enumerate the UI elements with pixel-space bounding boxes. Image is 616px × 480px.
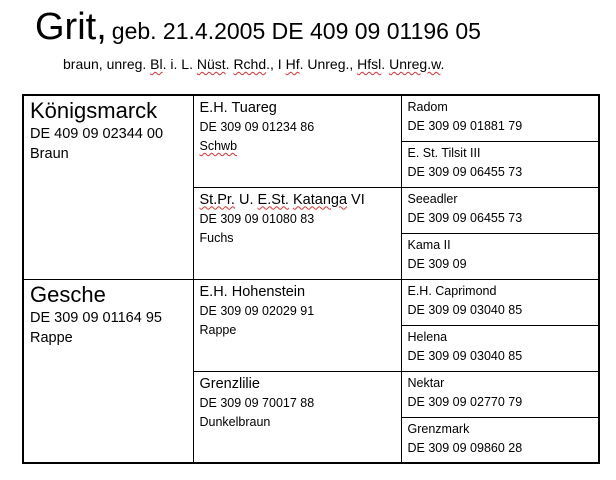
sire-dam-reg: DE 309 09 01080 83 bbox=[199, 211, 315, 226]
description-text: Bl bbox=[150, 56, 163, 72]
sire-color: Braun bbox=[30, 146, 69, 162]
table-row bbox=[23, 95, 599, 141]
gen3-name: Radom bbox=[407, 100, 448, 114]
dam-sire-color: Rappe bbox=[199, 322, 237, 337]
gen3-reg: DE 309 09 03040 85 bbox=[407, 302, 523, 317]
dam-dam-reg: DE 309 09 70017 88 bbox=[199, 395, 315, 410]
gen3-cell bbox=[401, 141, 599, 187]
pedigree-table bbox=[22, 94, 600, 464]
name-part: U. bbox=[234, 191, 258, 208]
table-row bbox=[23, 279, 599, 325]
sire-sire-color: Schwb bbox=[199, 139, 238, 153]
dam-reg: DE 309 09 01164 95 bbox=[30, 309, 162, 326]
dam-sire-reg: DE 309 09 02029 91 bbox=[199, 303, 315, 318]
dam-dam-cell bbox=[193, 371, 401, 463]
sire-dam-color: Fuchs bbox=[199, 230, 234, 245]
dam-name: Gesche bbox=[30, 281, 106, 307]
horse-name: Grit, bbox=[35, 6, 107, 48]
gen3-name: Grenzmark bbox=[407, 421, 470, 436]
gen3-cell bbox=[401, 417, 599, 463]
description-text: . bbox=[381, 56, 390, 72]
dam-cell bbox=[23, 279, 193, 463]
dam-color: Rappe bbox=[30, 329, 73, 346]
dam-dam-name: Grenzlilie bbox=[199, 375, 260, 392]
description-text: ., I bbox=[266, 56, 286, 72]
gen3-name: E. St. Tilsit III bbox=[407, 145, 481, 160]
dam-sire-cell bbox=[193, 279, 401, 371]
name-part: E.St. bbox=[257, 191, 289, 208]
gen3-reg: DE 309 09 06455 73 bbox=[407, 164, 523, 179]
name-part: VI bbox=[347, 191, 365, 208]
description-text: Unreg.w bbox=[389, 56, 441, 72]
description-text: . i. L. bbox=[162, 56, 197, 72]
gen3-name: Nektar bbox=[407, 375, 445, 390]
sire-dam-name bbox=[200, 190, 396, 210]
description-text: . bbox=[440, 56, 445, 72]
gen3-cell bbox=[401, 187, 599, 233]
gen3-cell bbox=[401, 325, 599, 371]
description-text: Rchd bbox=[233, 56, 267, 72]
sire-cell bbox=[23, 95, 193, 279]
birth-and-registration: geb. 21.4.2005 DE 409 09 01196 05 bbox=[111, 18, 481, 44]
description-text: Nüst bbox=[196, 56, 226, 72]
gen3-cell bbox=[401, 233, 599, 279]
sire-dam-cell bbox=[193, 187, 401, 279]
dam-sire-name: E.H. Hohenstein bbox=[199, 283, 306, 300]
gen3-name: E.H. Caprimond bbox=[407, 283, 497, 298]
sire-reg: DE 409 09 02344 00 bbox=[30, 126, 164, 142]
gen3-cell bbox=[401, 95, 599, 141]
horse-title bbox=[35, 8, 481, 46]
sire-sire-cell bbox=[193, 95, 401, 187]
gen3-reg: DE 309 09 03040 85 bbox=[407, 348, 523, 363]
gen3-reg: DE 309 09 01881 79 bbox=[407, 119, 523, 133]
description-text: Hf bbox=[285, 56, 300, 72]
gen3-name: Seeadler bbox=[407, 191, 458, 206]
dam-dam-color: Dunkelbraun bbox=[199, 414, 271, 429]
sire-sire-name: E.H. Tuareg bbox=[199, 100, 277, 116]
gen3-name: Helena bbox=[407, 329, 448, 344]
gen3-cell bbox=[401, 371, 599, 417]
gen3-reg: DE 309 09 bbox=[407, 256, 467, 271]
sire-name: Königsmarck bbox=[30, 98, 158, 123]
description-text: braun, unreg. bbox=[63, 56, 151, 72]
gen3-name: Kama II bbox=[407, 237, 451, 252]
name-part: Katanga bbox=[293, 191, 348, 208]
name-part: St.Pr. bbox=[199, 191, 235, 208]
gen3-reg: DE 309 09 06455 73 bbox=[407, 210, 523, 225]
description-text: . bbox=[225, 56, 234, 72]
gen3-reg: DE 309 09 09860 28 bbox=[407, 440, 523, 455]
horse-description bbox=[63, 56, 444, 72]
gen3-reg: DE 309 09 02770 79 bbox=[407, 394, 523, 409]
description-text: Hfsl bbox=[357, 56, 382, 72]
gen3-cell bbox=[401, 279, 599, 325]
sire-sire-reg: DE 309 09 01234 86 bbox=[199, 120, 315, 134]
description-text: . Unreg., bbox=[299, 56, 358, 72]
